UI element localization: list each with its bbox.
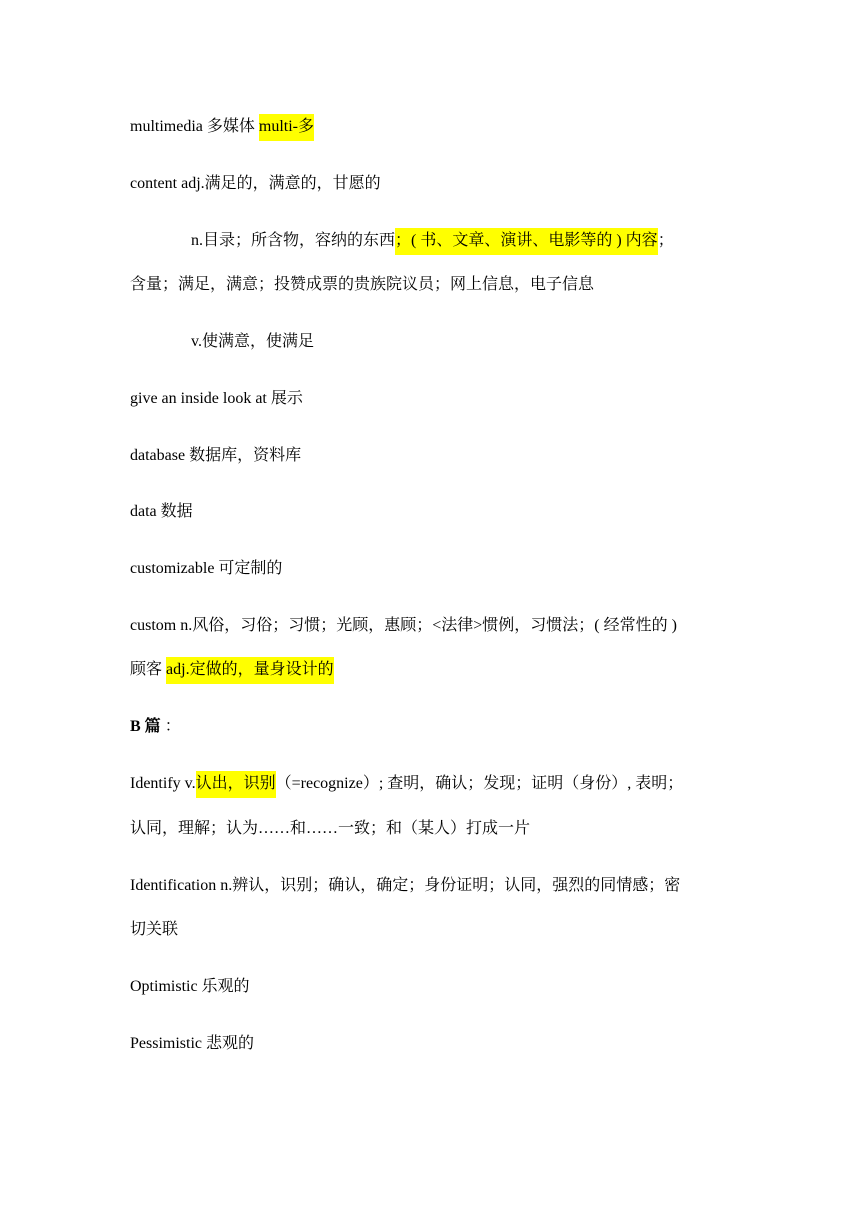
highlighted-text: ；( 书、文章、演讲、电影等的 ) 内容 xyxy=(395,228,658,255)
entry-optimistic xyxy=(130,976,250,998)
entry-text: give an inside look at 展示 xyxy=(130,390,303,407)
entry-pessimistic xyxy=(130,1033,254,1055)
entry-custom-continued xyxy=(130,659,334,681)
entry-identify xyxy=(130,773,683,795)
entry-content-noun-continued xyxy=(130,274,594,296)
entry-text: custom n.风俗，习俗；习惯；光顾，惠顾；<法律>惯例，习惯法；( 经常性的 ) xyxy=(130,617,677,634)
entry-text: 顾客 xyxy=(130,661,167,678)
section-heading-b xyxy=(130,716,181,738)
entry-text: Identify v. xyxy=(130,775,196,792)
entry-text: database 数据库，资料库 xyxy=(130,447,302,464)
entry-identification-continued xyxy=(130,919,178,941)
entry-text: customizable 可定制的 xyxy=(130,560,283,577)
entry-identify-continued xyxy=(130,818,530,840)
entry-text: Pessimistic 悲观的 xyxy=(130,1035,255,1052)
entry-text: data 数据 xyxy=(130,503,193,520)
entry-content-adj xyxy=(130,173,381,195)
highlighted-text: 认出，识别 xyxy=(196,771,276,798)
entry-multimedia xyxy=(130,116,314,138)
entry-text: Identification n.辨认，识别；确认，确定；身份证明；认同，强烈的同情感；密 xyxy=(130,877,681,894)
entry-text: （=recognize）; 查明，确认；发现；证明（身份）, 表明； xyxy=(275,775,684,792)
entry-text: content adj.满足的，满意的，甘愿的 xyxy=(130,175,381,192)
entry-give-an-inside-look xyxy=(130,388,303,410)
entry-content-verb xyxy=(191,331,314,353)
highlighted-text: adj.定做的，量身设计的 xyxy=(166,657,334,684)
highlighted-text: multi-多 xyxy=(259,114,314,141)
entry-customizable xyxy=(130,558,282,580)
entry-text: Optimistic 乐观的 xyxy=(130,978,250,995)
entry-text: multimedia 多媒体 xyxy=(130,118,259,135)
entry-text: v.使满意，使满足 xyxy=(191,333,314,350)
section-title: B 篇 xyxy=(130,718,161,735)
entry-text: n.目录；所含物，容纳的东西 xyxy=(191,232,396,249)
entry-text: ； xyxy=(657,232,674,249)
entry-text: 切关联 xyxy=(130,921,179,938)
entry-identification xyxy=(130,875,680,897)
entry-data xyxy=(130,501,193,523)
entry-database xyxy=(130,445,301,467)
section-colon: ： xyxy=(160,718,181,735)
entry-text: 认同，理解；认为……和……一致；和（某人）打成一片 xyxy=(130,820,531,837)
entry-content-noun xyxy=(191,230,674,252)
entry-text: 含量；满足，满意；投赞成票的贵族院议员；网上信息，电子信息 xyxy=(130,276,595,293)
entry-custom xyxy=(130,615,677,637)
